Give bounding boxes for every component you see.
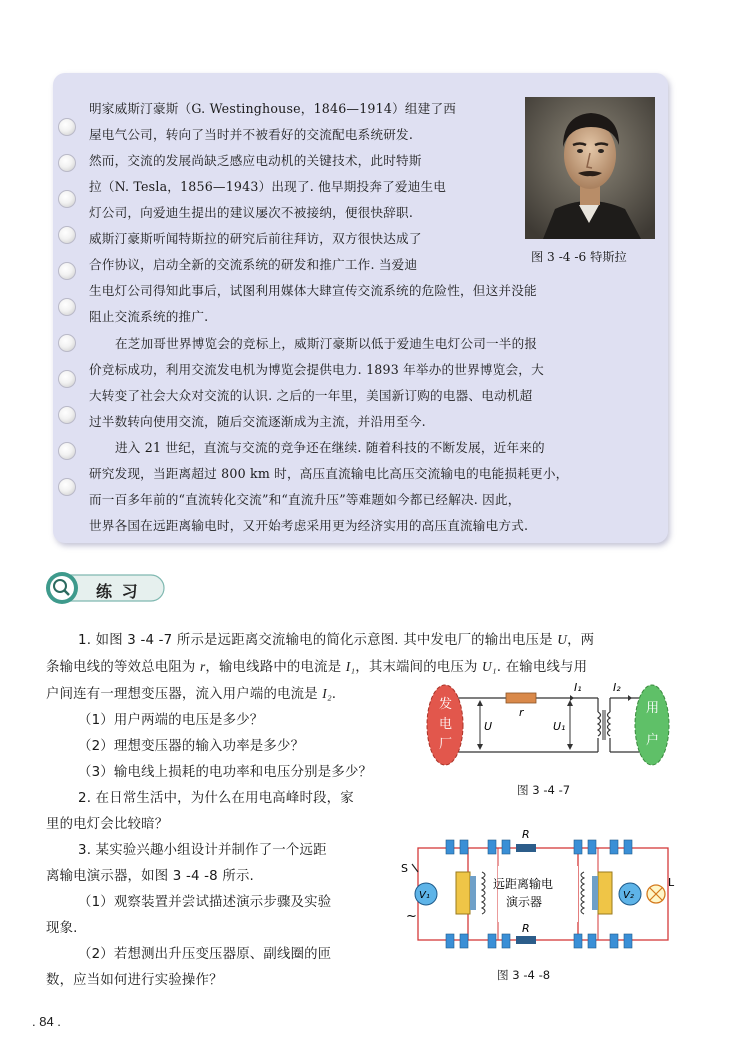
user-label-2: 户 [646,733,660,748]
plant-label-2: 电 [439,717,453,732]
exercise-line: 数，应当如何进行实验操作？ [46,973,223,988]
reading-line: 屋电气公司，转向了当时并不被看好的交流配电系统研发. [89,127,414,142]
reading-line: 威斯汀豪斯听闻特斯拉的研究后前往拜访，双方很快达成了 [89,231,422,246]
reading-line: 生电灯公司得知此事后，试图利用媒体大肆宣传交流系统的危险性，但这并没能 [89,283,537,298]
exercise-line: 2. 在日常生活中，为什么在用电高峰时段，家 [78,791,354,806]
figure-caption-3-4-8: 图 3 -4 -8 [497,968,551,982]
exercise-line: 现象. [46,921,78,936]
ac-source-symbol: ~ [406,909,417,924]
binder-ring [58,298,76,316]
label-L: L [668,876,675,889]
photo-caption: 图 3 -4 -6 特斯拉 [531,250,627,264]
reading-line: 明家威斯汀豪斯（G. Westinghouse，1846—1914）组建了西 [89,101,457,116]
exercise-line: 1. 如图 3 -4 -7 所示是远距离交流输电的简化示意图. 其中发电厂的输出电压是 U，两 [78,632,595,648]
page-number: . 84 . [32,1014,61,1029]
exercise-line: 条输电线的等效总电阻为 r，输电线路中的电流是 I₁，其末端间的电压为 U₁. 在输电线与用 [46,659,588,675]
reading-line: 价竞标成功，利用交流发电机为博览会提供电力. 1893 年举办的世界博览会，大 [89,362,544,377]
reading-line: 拉（N. Tesla，1856—1943）出现了. 他早期投奔了爱迪生电 [89,179,447,194]
reading-line: 过半数转向使用交流，随后交流逐渐成为主流，并沿用至今. [89,414,426,429]
demo-label-1: 远距离输电 [493,877,554,891]
reading-line: 灯公司，向爱迪生提出的建议屡次不被接纳，便很快辞职. [89,205,414,220]
binder-ring [58,262,76,280]
tesla-portrait-photo [525,97,655,239]
exercise-title: 练 习 [96,582,140,601]
binder-ring [58,190,76,208]
exercise-line: （3）输电线上损耗的电功率和电压分别是多少？ [78,765,373,780]
figure-3-4-7 [420,678,680,778]
label-R-bottom: R [522,922,530,935]
step-up-core [456,872,470,914]
binder-ring [58,226,76,244]
demo-label-2: 演示器 [506,895,543,909]
resistor-bottom [516,936,536,944]
label-U: U [484,720,493,733]
resistor-r [506,693,536,703]
label-I2: I₂ [613,681,621,694]
exercise-line: （1）观察装置并尝试描述演示步骤及实验 [78,895,332,910]
reading-line: 世界各国在远距离输电时，又开始考虑采用更为经济实用的高压直流输电方式. [89,518,529,533]
user-label-1: 用 [646,701,660,716]
label-R-top: R [522,828,530,841]
binder-ring [58,154,76,172]
binder-ring [58,478,76,496]
binder-ring [58,442,76,460]
reading-line: 然而，交流的发展尚缺乏感应电动机的关键技术，此时特斯 [89,153,422,168]
step-down-core [598,872,612,914]
reading-line: 在芝加哥世界博览会的竞标上，威斯汀豪斯以低于爱迪生电灯公司一半的报 [115,336,538,351]
reading-line: 阻止交流系统的推广. [89,309,209,324]
label-U1: U₁ [553,720,566,733]
exercise-line: 户间连有一理想变压器，流入用户端的电流是 I₂. [46,686,337,702]
label-r: r [519,706,524,719]
reading-line: 大转变了社会大众对交流的认识. 之后的一年里，美国新订购的电器、电动机超 [89,388,533,403]
figure-caption-3-4-7: 图 3 -4 -7 [517,783,571,797]
binder-ring [58,334,76,352]
binder-ring [58,370,76,388]
label-V1: V₁ [419,890,430,901]
label-S: S [401,862,408,875]
reading-line: 进入 21 世纪，直流与交流的竞争还在继续. 随着科技的不断发展，近年来的 [115,440,545,455]
exercise-header [38,571,168,607]
label-I1: I₁ [574,681,582,694]
label-V2: V₂ [623,890,634,901]
figure-3-4-8 [398,826,688,961]
binder-ring [58,406,76,424]
reading-line: 研究发现，当距离超过 800 km 时，高压直流输电比高压交流输电的电能损耗更小， [89,466,569,481]
reading-line: 合作协议，启动全新的交流系统的研发和推广工作. 当爱迪 [89,257,418,272]
binder-ring [58,118,76,136]
plant-label-1: 发 [439,697,453,712]
exercise-line: （2）若想测出升压变压器原、副线圈的匝 [78,947,332,962]
exercise-line: 离输电演示器，如图 3 -4 -8 所示. [46,869,255,884]
reading-line: 而一百多年前的“直流转化交流”和“直流升压”等难题如今都已经解决. 因此， [89,492,521,507]
exercise-line: 里的电灯会比较暗？ [46,817,169,832]
exercise-line: （1）用户两端的电压是多少？ [78,713,264,728]
exercise-line: （2）理想变压器的输入功率是多少？ [78,739,305,754]
exercise-line: 3. 某实验兴趣小组设计并制作了一个远距 [78,843,327,858]
resistor-top [516,844,536,852]
plant-label-3: 厂 [439,737,453,752]
user-shape [635,685,669,765]
